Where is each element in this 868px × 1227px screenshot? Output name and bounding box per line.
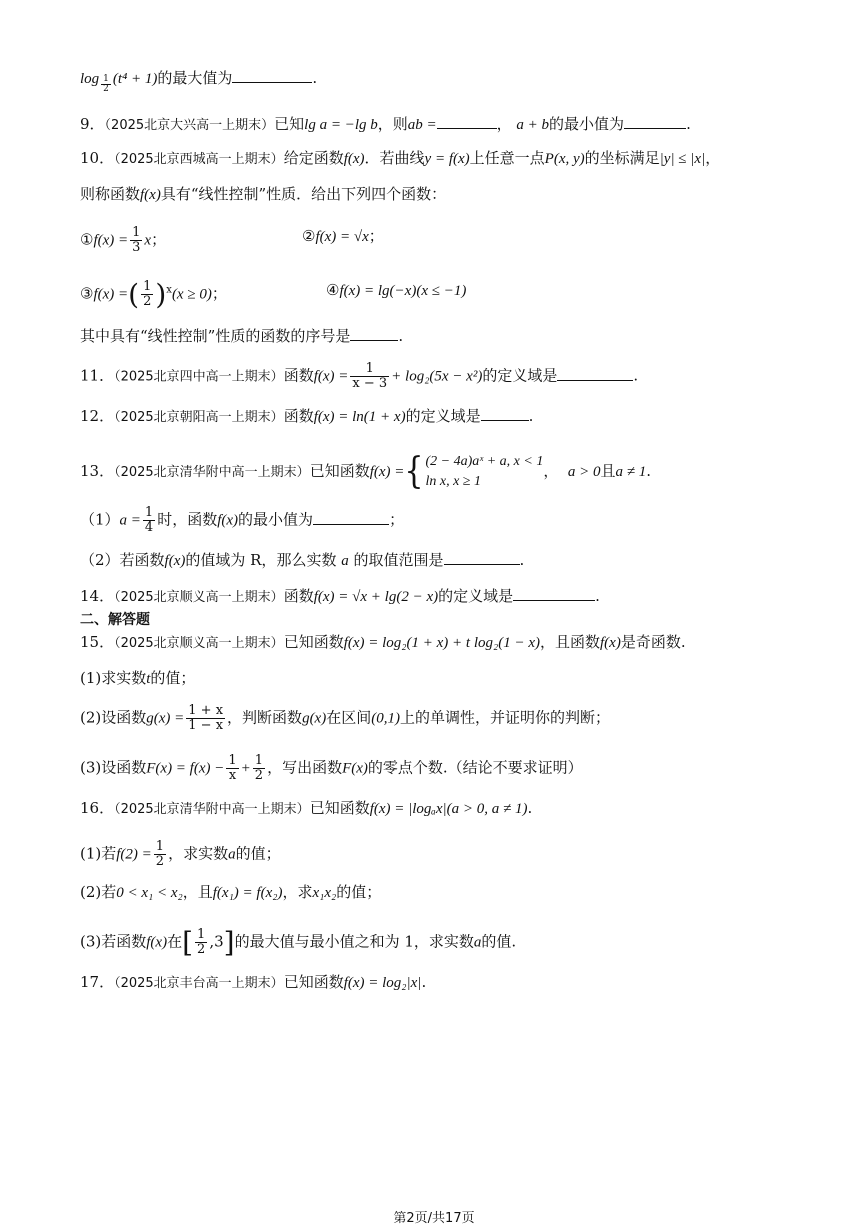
question-15: 15．（2025北京顺义高一上期末）已知函数f(x) = log₂(1 + x) + t log₂(1 − x)，且函数f(x)是奇函数.	[80, 633, 686, 651]
option-3: ③f(x) =( $\frac{1}{2}$ )$^x$(x ≥ 0)；	[80, 277, 227, 311]
question-13-part2: （2）若函数f(x)的值域为 R，那么实数 a 的取值范围是 .	[80, 551, 525, 569]
question-10-ask: 其中具有“线性控制”性质的函数的序号是 .	[80, 327, 404, 345]
answer-blank[interactable]	[624, 114, 686, 129]
question-13: 13．（2025北京清华附中高一上期末）已知函数f(x) ={ (2 − 4a)aˣ + a, x < 1 ln x, x ≥ 1 ， a > 0且a ≠ 1.	[80, 450, 652, 493]
question-12: 12．（2025北京朝阳高一上期末）函数f(x) = ln(1 + x)的定义域是 .	[80, 407, 534, 425]
answer-blank[interactable]	[437, 114, 497, 129]
question-15-part1: (1)求实数t的值；	[80, 669, 196, 687]
answer-blank[interactable]	[350, 326, 398, 341]
question-15-part2: (2)设函数g(x) = $\frac{1 + x}{1 - x}$ ，判断函数g(x)在区间(0,1)上的单调性，并证明你的判断；	[80, 703, 610, 733]
answer-blank[interactable]	[444, 550, 520, 565]
question-16: 16．（2025北京清华附中高一上期末）已知函数f(x) = |logₐx|(a > 0, a ≠ 1).	[80, 799, 533, 817]
question-17: 17．（2025北京丰台高一上期末）已知函数f(x) = log₂|x|.	[80, 973, 427, 991]
question-10: 10．（2025北京西城高一上期末）给定函数f(x)．若曲线y = f(x)上任意一点P(x, y)的坐标满足|y| ≤ |x|，	[80, 149, 721, 167]
page-footer: 第2页/共17页	[393, 1211, 475, 1226]
question-15-part3: (3)设函数F(x) = f(x) − $\frac{1}{x}$ + $\frac{1}{2}$ ，写出函数F(x)的零点个数.（结论不要求证明）	[80, 753, 583, 783]
question-10-line2: 则称函数f(x)具有“线性控制”性质．给出下列四个函数：	[80, 185, 447, 203]
option-2: ②f(x) = √x；	[302, 227, 384, 245]
question-16-part2: (2)若0 < x₁ < x₂，且f(x₁) = f(x₂)，求x₁x₂的值；	[80, 883, 382, 901]
question-13-part1: （1）a = $\frac{1}{4}$ 时，函数f(x)的最小值为 ；	[80, 505, 405, 535]
answer-blank[interactable]	[481, 406, 529, 421]
log-expr: log	[80, 71, 100, 87]
answer-blank[interactable]	[232, 68, 312, 83]
question-11: 11．（2025北京四中高一上期末）函数f(x) = $\frac{1}{x - 3}$ + log₂(5x − x²)的定义域是 .	[80, 361, 639, 391]
question-16-part1: (1)若f(2) = $\frac{1}{2}$ ，求实数a的值；	[80, 839, 281, 869]
answer-blank[interactable]	[557, 366, 633, 381]
option-4: ④f(x) = lg(−x)(x ≤ −1)	[326, 281, 467, 299]
question-9: 9．（2025北京大兴高一上期末）已知lg a = −lg b，则ab = ， a + b的最小值为 .	[80, 115, 691, 133]
answer-blank[interactable]	[513, 586, 595, 601]
q8-tail-line: log $\frac{1}{2}$ (t⁴ + 1)的最大值为 .	[80, 69, 318, 94]
option-1: ①f(x) = $\frac{1}{3}$ x；	[80, 225, 167, 255]
question-16-part3: (3)若函数f(x)在[ $\frac{1}{2}$ ,3]的最大值与最小值之和为 1，求实数a的值.	[80, 925, 517, 959]
section-heading: 二、解答题	[80, 612, 150, 628]
answer-blank[interactable]	[313, 510, 389, 525]
question-14: 14．（2025北京顺义高一上期末）函数f(x) = √x + lg(2 − x)的定义域是 .	[80, 587, 600, 605]
